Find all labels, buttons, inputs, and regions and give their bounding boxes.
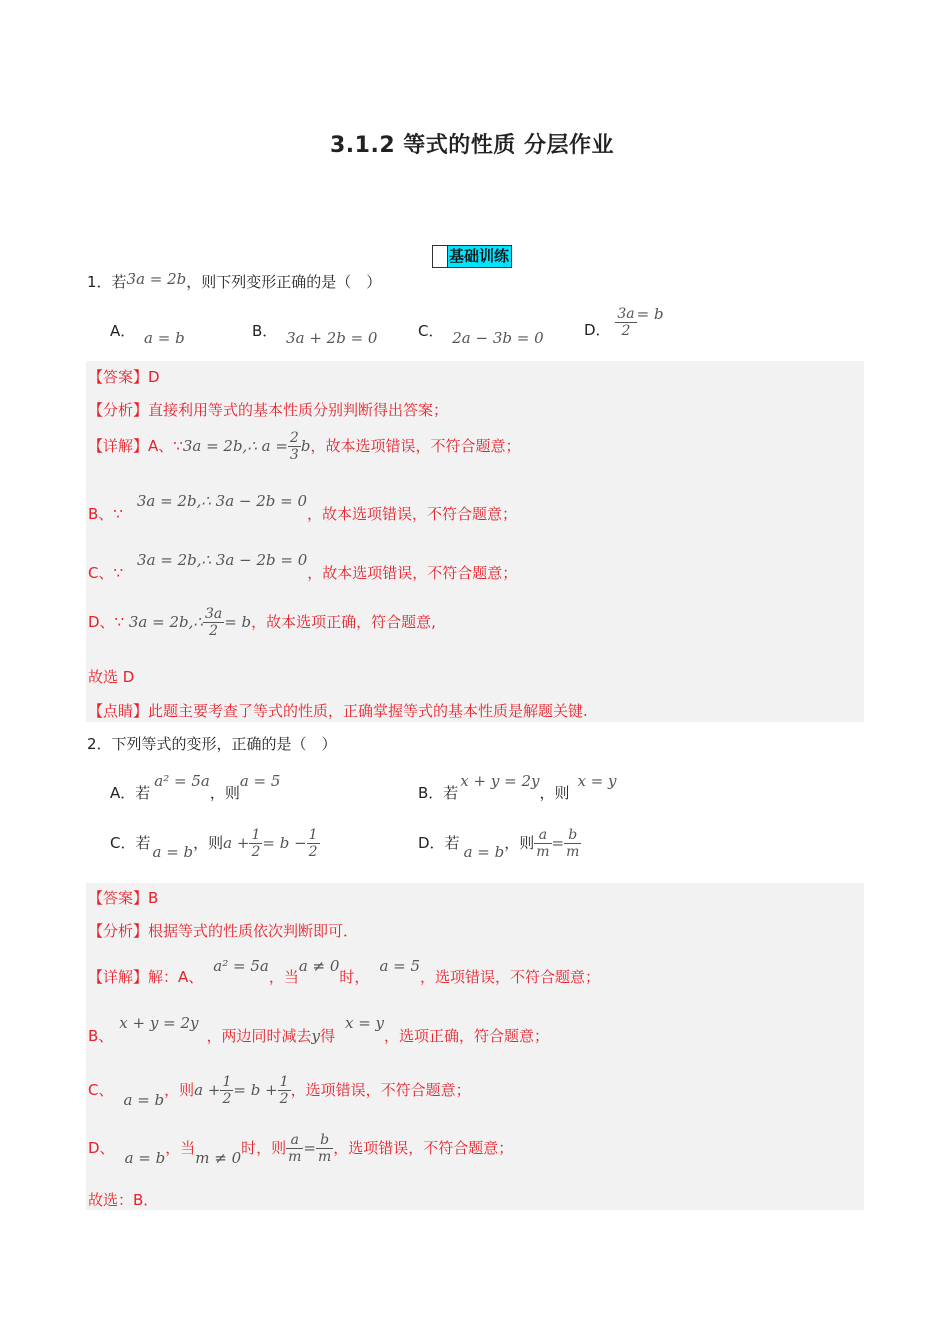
q2-detail-c-m1: a = b [123, 1091, 165, 1109]
q2-detail-a-t3: ，选项错误，不符合题意； [420, 968, 601, 986]
q2-option-c-d2: 2 [308, 844, 318, 860]
q2-detail-c [88, 1074, 471, 1107]
q2-detail-a-prefix: 【详解】解：A、 [88, 968, 204, 986]
q2-detail-c-frac1 [220, 1074, 233, 1107]
q1-detail-d-fraction [203, 606, 224, 639]
q2-detail-d-m1: a = b [124, 1149, 166, 1167]
q2-option-b-math1: x + y = 2y [460, 772, 540, 790]
q2-option-b[interactable] [418, 770, 617, 802]
q1-detail-a-tail: ，故本选项错误，不符合题意； [310, 437, 521, 455]
q2-option-c-mid: = b − [262, 834, 307, 852]
q1-option-d-tail: = b [636, 305, 664, 323]
q2-detail-c-n1: 1 [222, 1074, 232, 1090]
q1-detail-b-math: 3a = 2b,∴ 3a − 2b = 0 [136, 492, 308, 510]
q2-option-c-pre: a + [223, 834, 250, 852]
q2-detail-a [88, 955, 601, 986]
q1-detail-c-math: 3a = 2b,∴ 3a − 2b = 0 [137, 551, 308, 569]
q2-detail-c-d1: 2 [222, 1091, 232, 1107]
q2-option-a-label: A．若 [110, 784, 151, 802]
q2-detail-d-d1: m [288, 1149, 302, 1165]
q2-option-b-math2: x = y [577, 772, 617, 790]
q2-detail-c-mid: = b + [233, 1081, 278, 1099]
q2-analysis: 【分析】根据等式的性质依次判断即可． [88, 922, 359, 940]
q1-detail-a-prefix: 【详解】A、∵ [88, 437, 183, 455]
q2-detail-b-prefix: B、 [88, 1027, 114, 1045]
q1-option-b-label: B． [252, 322, 278, 340]
q2-detail-d-d2: m [317, 1149, 332, 1165]
q2-detail-c-t2: ，选项错误，不符合题意； [290, 1081, 471, 1099]
q2-option-a-then: ，则 [209, 784, 240, 802]
q1-stem-text: 1．若 [87, 273, 127, 291]
q2-option-c-n1: 1 [251, 827, 261, 843]
q2-detail-b-var: y [311, 1027, 320, 1045]
q2-option-b-label: B．若 [418, 784, 459, 802]
q2-detail-b [88, 1012, 550, 1045]
q1-detail-d [88, 606, 436, 639]
q1-option-a-math: a = b [144, 329, 185, 347]
q2-option-d-frac1 [534, 827, 551, 860]
q2-option-a-math1: a² = 5a [154, 772, 210, 790]
q2-detail-a-m1: a² = 5a [213, 957, 269, 975]
q2-option-d-frac2 [564, 827, 581, 860]
q1-detail-a-den: 3 [289, 447, 299, 463]
q2-option-d[interactable] [418, 827, 581, 860]
q2-option-c-frac1 [249, 827, 262, 860]
q2-detail-c-t1: ，则 [164, 1081, 195, 1099]
q2-option-c-frac2 [307, 827, 320, 860]
q2-answer: 【答案】B [88, 889, 159, 907]
q1-detail-c-tail: ，故本选项错误，不符合题意； [307, 564, 518, 582]
q2-detail-d-m2: m ≠ 0 [195, 1149, 242, 1167]
q2-detail-b-m1: x + y = 2y [119, 1014, 199, 1032]
q1-detail-a [88, 430, 520, 463]
q1-detail-b [88, 492, 518, 524]
q2-detail-b-t2: 得 [319, 1027, 335, 1045]
q1-detail-c [88, 551, 518, 583]
q2-detail-d-n1: a [286, 1132, 303, 1149]
page-title: 3.1.2 等式的性质 分层作业 [330, 133, 614, 158]
q2-option-d-then: ，则 [504, 834, 535, 852]
q2-detail-d-t1: ，当 [165, 1139, 196, 1157]
q1-stem-tail: ，则下列变形正确的是（ ） [186, 273, 382, 291]
q1-option-c-label: C． [418, 322, 444, 340]
q2-detail-a-m2: a ≠ 0 [298, 957, 340, 975]
q1-option-d-den: 2 [621, 323, 631, 339]
q2-detail-d-n2: b [316, 1132, 333, 1149]
q1-detail-c-prefix: C、∵ [88, 564, 124, 582]
q2-detail-d-t3: ，选项错误，不符合题意； [333, 1139, 514, 1157]
q2-option-c-n2: 1 [308, 827, 318, 843]
q1-analysis: 【分析】直接利用等式的基本性质分别判断得出答案； [88, 401, 449, 419]
q2-option-a[interactable] [110, 770, 281, 802]
q1-answer: 【答案】D [88, 368, 160, 386]
q1-option-d-num: 3a [617, 306, 635, 322]
question-1-stem [87, 271, 381, 292]
q2-detail-c-n2: 1 [279, 1074, 289, 1090]
q2-option-d-label: D．若 [418, 834, 460, 852]
q2-detail-b-t1: ，两边同时减去 [206, 1027, 312, 1045]
q2-option-d-d1: m [536, 844, 550, 860]
q2-detail-c-pre: a + [194, 1081, 221, 1099]
question-2-stem: 2．下列等式的变形，正确的是（ ） [87, 735, 337, 753]
q1-detail-a-num: 2 [289, 430, 299, 446]
q2-option-d-eq: = [551, 834, 565, 852]
q1-detail-d-eq: = b [224, 613, 252, 631]
q2-detail-a-t1: ，当 [268, 968, 299, 986]
q1-detail-a-var: b [300, 437, 311, 455]
q1-option-a[interactable] [110, 320, 185, 347]
q2-detail-b-m2: x = y [344, 1014, 385, 1032]
q1-option-b-math: 3a + 2b = 0 [286, 329, 378, 347]
q2-option-d-n1: a [534, 827, 551, 844]
q1-option-c-math: 2a − 3b = 0 [452, 329, 544, 347]
q1-detail-a-fraction [288, 430, 301, 463]
q2-detail-a-t2: 时， [339, 968, 370, 986]
q2-option-c[interactable] [110, 827, 320, 860]
q1-option-b[interactable] [252, 320, 378, 347]
q2-option-a-math2: a = 5 [239, 772, 281, 790]
q1-option-d-fraction [615, 306, 636, 339]
q1-detail-b-prefix: B、∵ [88, 505, 123, 523]
q1-remark: 【点睛】此题主要考查了等式的性质，正确掌握等式的基本性质是解题关键. [88, 702, 588, 720]
q2-detail-c-prefix: C、 [88, 1081, 114, 1099]
q2-choose: 故选：B． [88, 1191, 159, 1209]
q2-detail-d-frac2 [316, 1132, 333, 1165]
q2-detail-b-t3: ，选项正确，符合题意； [384, 1027, 550, 1045]
q2-detail-d-prefix: D、 [88, 1139, 115, 1157]
q1-stem-math: 3a = 2b [126, 270, 187, 288]
q2-detail-c-d2: 2 [279, 1091, 289, 1107]
q2-option-c-math1: a = b [152, 843, 194, 861]
badge-square-icon [433, 246, 448, 267]
q2-option-d-n2: b [564, 827, 581, 844]
q2-detail-d [88, 1132, 513, 1165]
q2-detail-c-frac2 [278, 1074, 291, 1107]
q1-option-d[interactable] [584, 306, 664, 339]
q1-option-c[interactable] [418, 320, 544, 347]
q1-detail-d-math: 3a = 2b,∴ [128, 613, 203, 631]
q1-detail-d-prefix: D、∵ [88, 613, 125, 631]
q1-detail-a-math: 3a = 2b,∴ a = [182, 437, 288, 455]
q2-option-b-then: ，则 [539, 784, 570, 802]
q2-option-c-then: ，则 [193, 834, 224, 852]
q2-option-d-d2: m [566, 844, 580, 860]
q1-choose: 故选 D [88, 668, 135, 686]
q2-option-d-math1: a = b [463, 843, 505, 861]
q1-detail-b-tail: ，故本选项错误，不符合题意； [307, 505, 518, 523]
q2-detail-a-m3: a = 5 [379, 957, 421, 975]
q1-detail-d-den: 2 [209, 623, 219, 639]
q1-option-a-label: A． [110, 322, 136, 340]
q1-detail-d-num: 3a [204, 606, 223, 622]
q1-detail-d-tail: ，故本选项正确，符合题意, [251, 613, 436, 631]
q2-detail-d-t2: 时，则 [241, 1139, 287, 1157]
q1-option-d-label: D． [584, 321, 611, 339]
section-label: 基础训练 [449, 247, 510, 265]
q2-option-c-d1: 2 [251, 844, 261, 860]
section-badge [432, 245, 512, 268]
q2-detail-d-frac1 [286, 1132, 303, 1165]
q2-option-c-label: C．若 [110, 834, 151, 852]
q2-detail-d-eq: = [303, 1139, 316, 1157]
